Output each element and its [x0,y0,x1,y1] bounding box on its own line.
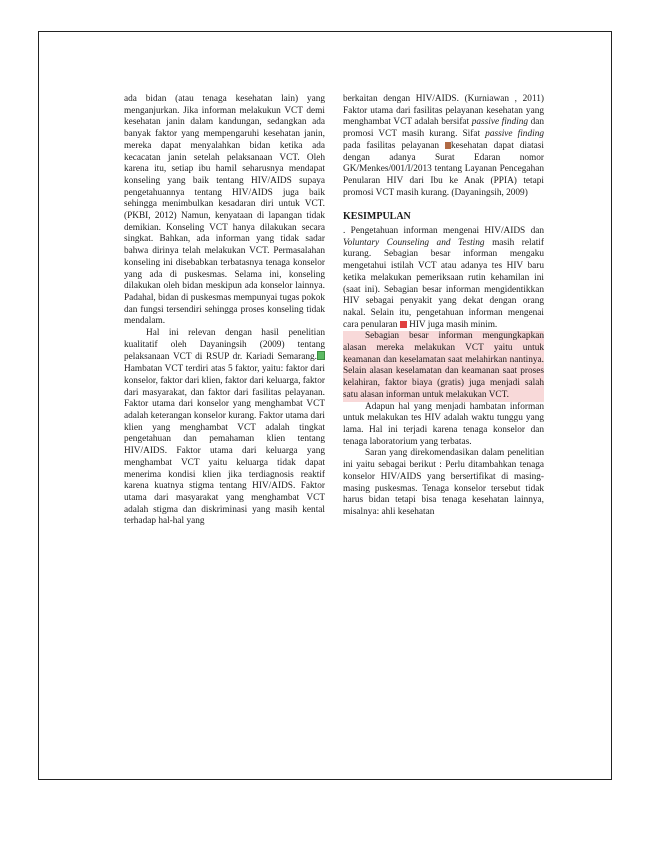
paragraph-text: berkaitan dengan HIV/AIDS. (Kurniawan , 2011) Faktor utama dari fasilitas pelayanan kesehatan yang menghambat VCT adalah bersifat [343,94,544,128]
paragraph: Saran yang direkomendasikan dalam penelitian ini yaitu sebagai berikut : Perlu ditambahkan tenaga konselor HIV/AIDS yang bersertifikat di masing-masing puskesmas. Tenaga konselor tersebut tidak harus bidan tetapi bisa tenaga kesehatan lainnya, misalnya: ahli kesehatan [343,448,544,517]
paragraph-text: Hal ini relevan dengan hasil penelitian kualitatif oleh Dayaningsih (2009) tentang pelaksanaan VCT di RSUP dr. Kariadi Semarang. [124,328,325,363]
annotation-marker-icon[interactable] [317,351,325,360]
left-column [124,94,325,528]
italic-term: passive finding [485,129,544,140]
paragraph-text: kesehatan dapat diatasi dengan adanya Surat Edaran nomor GK/Menkes/001/I/2013 tentang Layanan Pencegahan Penularan HIV dari Ibu ke Anak (PPIA) tetapi promosi VCT masih kurang. (Dayaningsih, 2009) [343,140,544,198]
paragraph-text: . Pengetahuan informan mengenai HIV/AIDS dan [343,226,544,237]
annotation-marker-icon[interactable] [400,321,407,328]
paragraph-text: dan promosi VCT masih kurang. Sifat [343,117,544,140]
paragraph-text: pada fasilitas pelayanan [343,140,440,151]
italic-term: passive finding [471,117,528,128]
paragraph [343,94,544,199]
right-column [343,94,544,519]
italic-term: Voluntary Counseling and Testing [343,237,485,248]
paragraph: Adapun hal yang menjadi hambatan informan untuk melakukan tes HIV adalah waktu tunggu yang lama. Hal ini terjadi karena tenaga konselor dan tenaga laboratorium yang terbatas. [343,401,544,447]
paragraph-text: masih relatif kurang. Sebagian besar informan mengaku mengetahui istilah VCT atau adanya tes HIV baru ketika melakukan pemeriksaan rutin kehamilan ini (saat ini). Sebagian besar informan mengidentikkan HIV sebagai penyakit yang dekat dengan orang nakal. Selain itu, pengetahuan informan mengenai cara penularan [343,237,544,330]
paragraph-text: HIV juga masih minim. [409,319,498,330]
highlighted-paragraph[interactable]: Sebagian besar informan mengungkapkan alasan mereka melakukan VCT yaitu untuk keamanan dan keselamatan saat melahirkan nantinya. Selain alasan keselamatan dan keamanan saat proses kelahiran, faktor biaya (gratis) juga menjadi salah satu alasan informan untuk melakukan VCT. [343,331,544,400]
paragraph [124,328,325,528]
section-heading: KESIMPULAN [343,211,411,223]
paragraph [343,226,544,331]
paragraph-text: Hambatan VCT terdiri atas 5 faktor, yaitu: faktor dari konselor, faktor dari klien, faktor dari keluarga, faktor dari masyarakat, dan faktor dari fasilitas pelayanan. Faktor utama dari konselor yang menghambat VCT adalah keterangan konselor kurang. Faktor utama dari klien yang menghambat VCT adalah tingkat pengetahuan dan pemahaman klien tentang HIV/AIDS. Faktor utama dari keluarga yang menghambat VCT yaitu keluarga tidak dapat menerima kondisi klien jika terdiagnosis reaktif karena kuatnya stigma tentang HIV/AIDS. Faktor utama dari masyarakat yang menghambat VCT adalah stigma dan diskriminasi yang masih kental terhadap hal-hal yang [124,364,325,527]
paragraph: ada bidan (atau tenaga kesehatan lain) yang menganjurkan. Jika informan melakukun VCT demi kesehatan janin dalam kandungan, sedangkan ada banyak faktor yang mempengaruhi kesehatan janin, mereka dapat menyalahkan bidan ketika ada kecacatan janin setelah pelaksanaan VCT. Oleh karena itu, setiap ibu hamil seharusnya mendapat konseling yang baik tentang HIV/AIDS supaya pengetahuannya tentang HIV/AIDS juga baik sehingga menimbulkan kesadaran diri untuk VCT. (PKBI, 2012) Namun, kenyataan di lapangan tidak demikian. Konseling VCT hanya dilakukan secara singkat. Bahkan, ada informan yang tidak sadar bahwa dirinya telah melakukan VCT. Permasalahan konseling ini disebabkan terbatasnya tenaga konselor yang ada di puskesmas. Selama ini, konseling dilakukan oleh bidan meskipun ada konselor lainnya. Padahal, bidan di puskesmas mempunyai tugas pokok dan fungsi tersendiri sehingga proses konseling tidak mendalam. [124,94,325,327]
